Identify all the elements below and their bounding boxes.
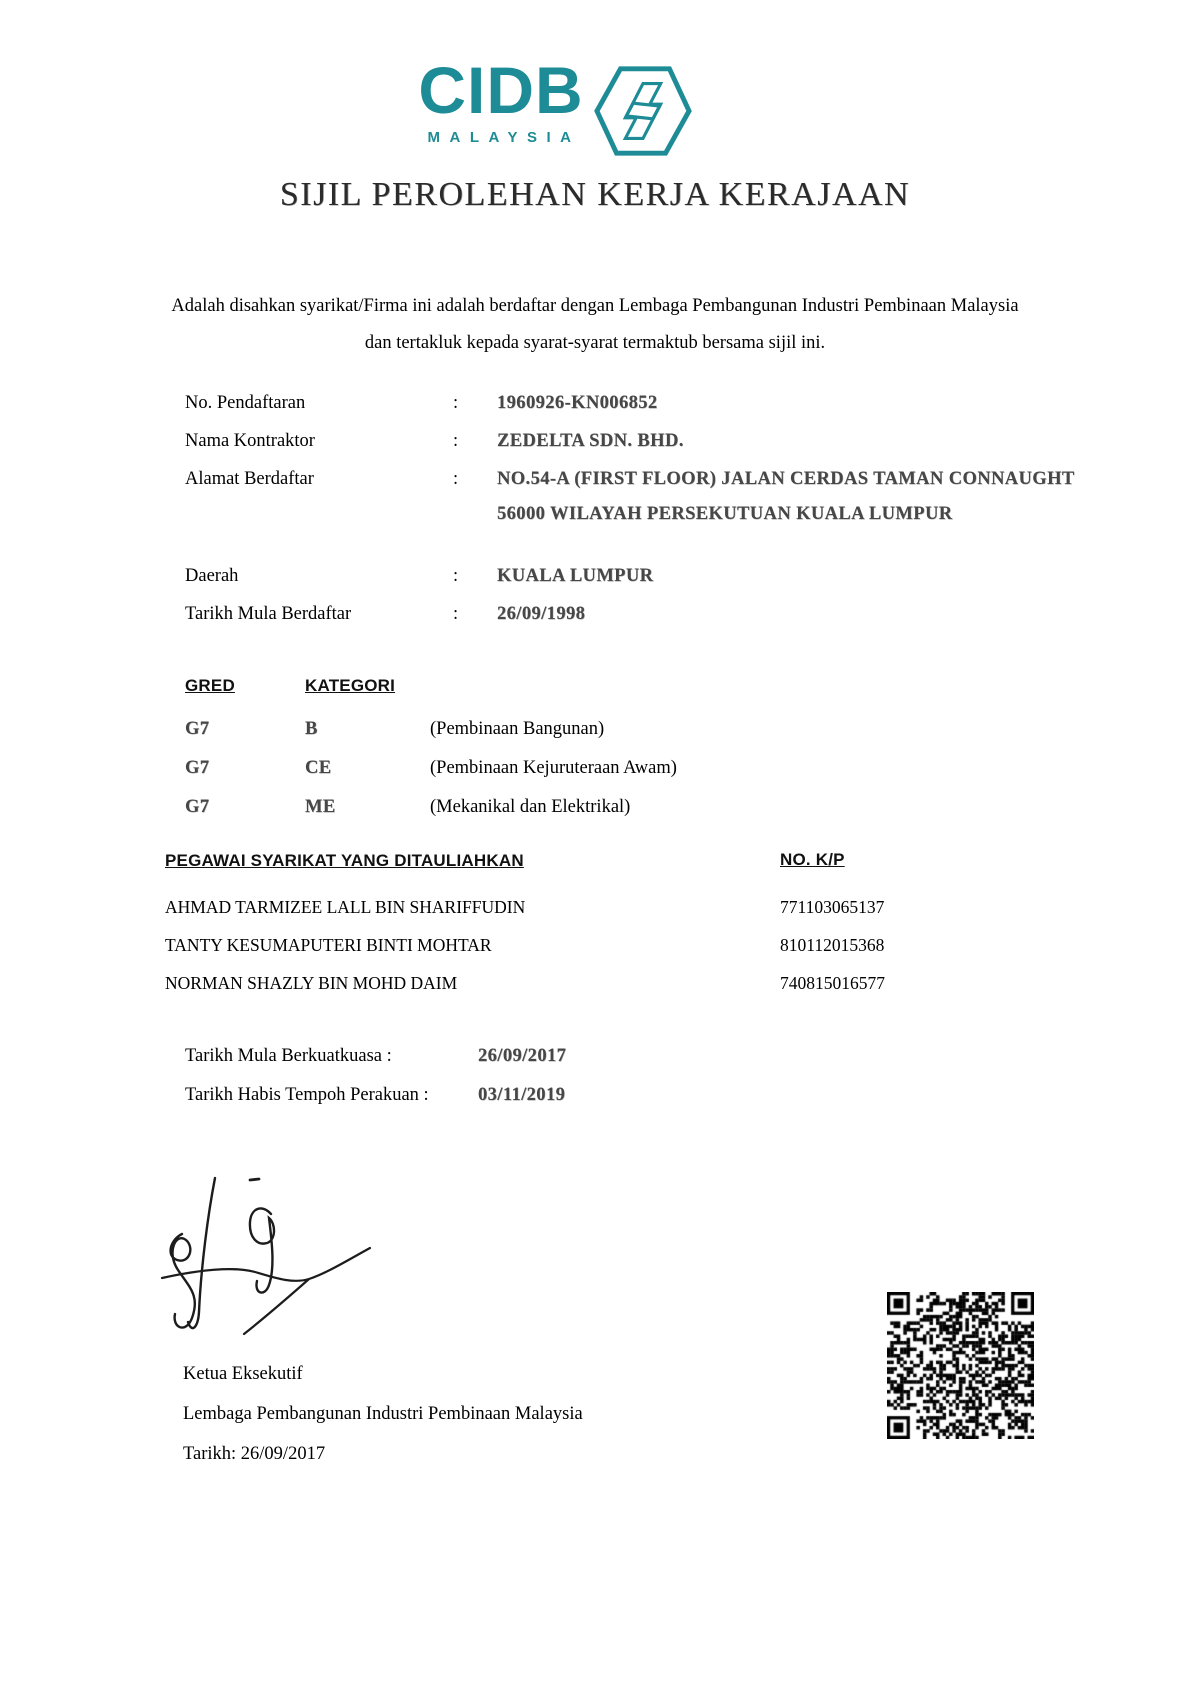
colon-separator: : [453,431,459,451]
authorised-officers-section [165,848,1065,1009]
effective-date-label: Tarikh Mula Berkuatkuasa : [185,1046,392,1066]
cidb-country-label: MALAYSIA [427,129,581,146]
category-description: (Pembinaan Kejuruteraan Awam) [430,758,677,778]
effective-date-value: 26/09/2017 [478,1046,567,1066]
validity-section [185,1044,885,1122]
detail-label: Tarikh Mula Berdaftar [185,604,352,624]
officer-row [165,971,1065,995]
category-value: CE [305,758,332,778]
colon-separator: : [453,566,459,586]
expiry-date-row [185,1083,885,1107]
grade-value: G7 [185,758,210,778]
cidb-wordmark: CIDB [418,53,584,127]
grades-header-row [185,674,885,698]
registered-address-value [497,467,1097,526]
cidb-hexagon-h-icon [594,60,692,162]
category-description: (Pembinaan Bangunan) [430,719,605,739]
category-description: (Mekanikal dan Elektrikal) [430,797,631,817]
colon-separator: : [453,393,459,413]
contractor-name-value: ZEDELTA SDN. BHD. [497,431,684,451]
officer-name: NORMAN SHAZLY BIN MOHD DAIM [165,973,458,993]
officer-ic-number: 740815016577 [780,973,885,993]
detail-row-registered-address [185,467,1125,550]
officers-column-header: PEGAWAI SYARIKAT YANG DITAULIAHKAN [165,851,524,870]
signer-title: Ketua Eksekutif [183,1364,303,1384]
district-value: KUALA LUMPUR [497,566,654,586]
registration-details [185,391,1125,640]
grade-row [185,756,885,780]
issue-date: Tarikh: 26/09/2017 [183,1444,326,1464]
detail-row-district [185,564,1125,588]
officer-ic-number: 771103065137 [780,897,885,917]
detail-label: Daerah [185,566,239,586]
category-value: B [305,719,318,739]
officer-row [165,895,1065,919]
address-line-1: NO.54-A (FIRST FLOOR) JALAN CERDAS TAMAN CONNAUGHT [497,469,1075,489]
detail-label: No. Pendaftaran [185,393,306,413]
officer-name: AHMAD TARMIZEE LALL BIN SHARIFFUDIN [165,897,526,917]
cidb-logo-text [418,53,584,146]
grade-row [185,717,885,741]
certificate-title: SIJIL PEROLEHAN KERJA KERAJAAN [279,176,911,213]
officers-header-row [165,848,1065,873]
detail-row-first-registered-date [185,602,1125,626]
first-registered-date-value: 26/09/1998 [497,604,586,624]
expiry-date-value: 03/11/2019 [478,1085,566,1105]
expiry-date-label: Tarikh Habis Tempoh Perakuan : [185,1085,429,1105]
effective-date-row [185,1044,885,1068]
kategori-column-header: KATEGORI [305,676,396,695]
colon-separator: : [453,604,459,624]
detail-row-registration-number [185,391,1125,415]
grade-value: G7 [185,719,210,739]
qr-code [887,1292,1034,1439]
detail-label: Nama Kontraktor [185,431,315,451]
grade-row [185,795,885,819]
registration-number-value: 1960926-KN006852 [497,393,658,413]
officer-row [165,933,1065,957]
gred-column-header: GRED [185,676,235,695]
signer-organization: Lembaga Pembangunan Industri Pembinaan Malaysia [183,1404,583,1424]
logo-area [0,53,1190,162]
officer-name: TANTY KESUMAPUTERI BINTI MOHTAR [165,935,492,955]
grades-table [185,674,885,834]
ic-number-column-header: NO. K/P [780,850,845,869]
colon-separator: : [453,469,459,489]
address-line-2: 56000 WILAYAH PERSEKUTUAN KUALA LUMPUR [497,504,953,524]
detail-row-contractor-name [185,429,1125,453]
cidb-logo [418,53,691,162]
category-value: ME [305,797,336,817]
intro-paragraph: Adalah disahkan syarikat/Firma ini adalah berdaftar dengan Lembaga Pembangunan Industri Pembinaan Malaysia dan tertakluk kepada syarat-syarat termaktub bersama sijil ini. [171,296,1019,353]
officer-ic-number: 810112015368 [780,935,885,955]
signature [158,1172,383,1352]
grade-value: G7 [185,797,210,817]
detail-label: Alamat Berdaftar [185,469,314,489]
